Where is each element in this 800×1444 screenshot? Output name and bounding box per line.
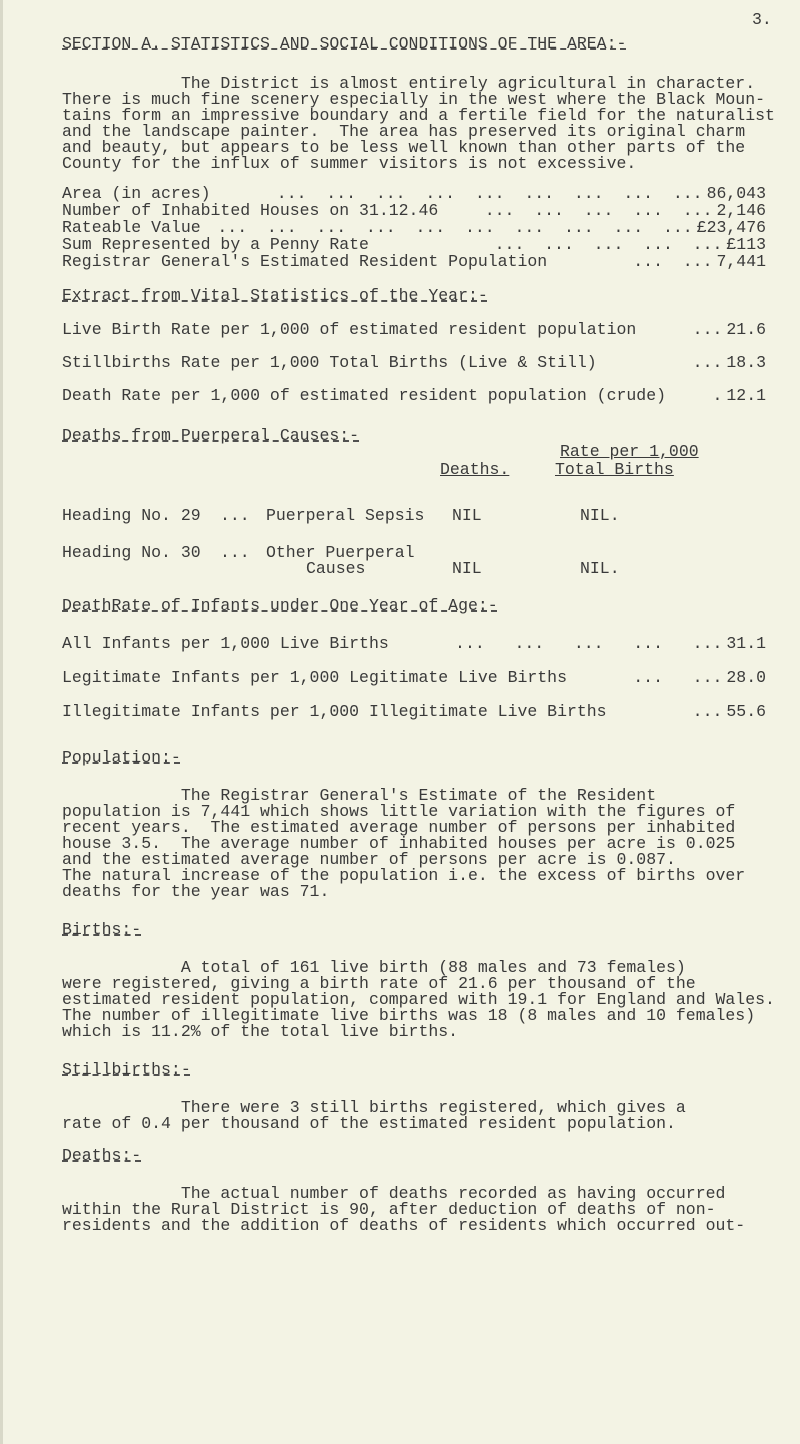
col-deaths: Deaths. bbox=[440, 460, 510, 479]
vital-heading: Extract from Vital Statistics of the Year:- bbox=[62, 286, 488, 305]
text-line: and beauty, but appears to be less well known than other parts of the bbox=[62, 138, 746, 157]
stat-label: Area (in acres) bbox=[62, 184, 211, 203]
stat-row bbox=[62, 322, 766, 338]
text-line: deaths for the year was 71. bbox=[62, 882, 330, 901]
deaths-value: NIL bbox=[452, 506, 482, 525]
stat-leader: ... ... ... ... ... bbox=[455, 634, 723, 653]
text-line: were registered, giving a birth rate of 21.6 per thousand of the bbox=[62, 974, 696, 993]
stat-leader: ... ... ... ... ... bbox=[494, 235, 723, 254]
stat-row bbox=[62, 388, 766, 404]
text-line: The number of illegitimate live births was 18 (8 males and 10 females) bbox=[62, 1006, 756, 1025]
heading-30: Heading No. 30 bbox=[62, 543, 201, 562]
stat-leader: ... ... bbox=[633, 252, 713, 271]
stat-value: 86,043 bbox=[706, 184, 766, 203]
cause-cont: Causes bbox=[306, 559, 366, 578]
stat-label: Rateable Value bbox=[62, 218, 201, 237]
text-line: residents and the addition of deaths of residents which occurred out- bbox=[62, 1216, 746, 1235]
stat-leader: ... bbox=[692, 320, 723, 339]
stat-leader: ... ... bbox=[633, 668, 723, 687]
stillbirths-paragraph bbox=[62, 1100, 742, 1132]
stat-row bbox=[62, 203, 766, 219]
stat-label: Legitimate Infants per 1,000 Legitimate Live Births bbox=[62, 668, 567, 687]
page-number: 3. bbox=[752, 10, 772, 29]
stat-label: Death Rate per 1,000 of estimated resident population (crude) bbox=[62, 386, 666, 405]
text-line: within the Rural District is 90, after deduction of deaths of non- bbox=[62, 1200, 716, 1219]
population-paragraph bbox=[62, 786, 746, 901]
stat-label: Stillbirths Rate per 1,000 Total Births (Live & Still) bbox=[62, 353, 597, 372]
stat-value: 12.1 bbox=[726, 386, 766, 405]
stat-value: 21.6 bbox=[726, 320, 766, 339]
page-edge bbox=[0, 0, 3, 1444]
stat-value: 2,146 bbox=[716, 201, 766, 220]
stat-leader: ... ... ... ... ... bbox=[484, 201, 713, 220]
stat-label: Illegitimate Infants per 1,000 Illegitimate Live Births bbox=[62, 702, 607, 721]
stat-row bbox=[62, 254, 766, 270]
rate-header: Rate per 1,000 bbox=[560, 442, 699, 461]
births-heading: Births:- bbox=[62, 920, 142, 939]
text-line: County for the influx of summer visitors is not excessive. bbox=[62, 154, 637, 173]
text-line: A total of 161 live birth (88 males and 73 females) bbox=[62, 958, 686, 977]
stat-value: £113 bbox=[726, 235, 766, 254]
stat-row bbox=[62, 636, 766, 652]
text-line: The District is almost entirely agricultural in character. bbox=[62, 74, 756, 93]
stat-leader: ... ... ... ... ... ... ... ... ... bbox=[276, 184, 703, 203]
dots: ... bbox=[220, 543, 250, 562]
stat-label: Number of Inhabited Houses on 31.12.46 bbox=[62, 201, 439, 220]
text-line: house 3.5. The average number of inhabited houses per acre is 0.025 bbox=[62, 834, 736, 853]
stat-leader: ... bbox=[692, 702, 723, 721]
intro-paragraph bbox=[62, 74, 775, 173]
stat-value: 55.6 bbox=[726, 702, 766, 721]
puerperal-heading: Deaths from Puerperal Causes:- bbox=[62, 426, 360, 445]
stat-value: 31.1 bbox=[726, 634, 766, 653]
rate-value: NIL. bbox=[580, 506, 620, 525]
stat-leader: . bbox=[712, 386, 723, 405]
stat-row bbox=[62, 237, 766, 253]
text-line: recent years. The estimated average number of persons per inhabited bbox=[62, 818, 736, 837]
deaths-heading: Deaths:- bbox=[62, 1146, 142, 1165]
stat-value: 18.3 bbox=[726, 353, 766, 372]
stat-value: 7,441 bbox=[716, 252, 766, 271]
cause: Puerperal Sepsis bbox=[266, 506, 425, 525]
stat-value: 28.0 bbox=[726, 668, 766, 687]
stat-row bbox=[62, 355, 766, 371]
dots: ... bbox=[220, 506, 250, 525]
text-line: estimated resident population, compared with 19.1 for England and Wales. bbox=[62, 990, 775, 1009]
text-line: rate of 0.4 per thousand of the estimated resident population. bbox=[62, 1114, 676, 1133]
stat-leader: ... ... ... ... ... ... ... ... ... ... bbox=[217, 218, 693, 237]
text-line: There is much fine scenery especially in the west where the Black Moun- bbox=[62, 90, 766, 109]
stat-row bbox=[62, 704, 766, 720]
section-title: SECTION A. STATISTICS AND SOCIAL CONDITIONS OF THE AREA:- bbox=[62, 34, 627, 53]
text-line: and the landscape painter. The area has preserved its original charm bbox=[62, 122, 746, 141]
stat-value: £23,476 bbox=[696, 218, 766, 237]
rate-value: NIL. bbox=[580, 559, 620, 578]
stat-leader: ... bbox=[692, 353, 723, 372]
text-line: The natural increase of the population i.e. the excess of births over bbox=[62, 866, 746, 885]
deaths-paragraph bbox=[62, 1184, 746, 1235]
col-total-births: Total Births bbox=[555, 460, 674, 479]
text-line: population is 7,441 which shows little variation with the figures of bbox=[62, 802, 736, 821]
deaths-value: NIL bbox=[452, 559, 482, 578]
infant-heading: DeathRate of Infants under One Year of Age:- bbox=[62, 596, 498, 615]
cause: Other Puerperal bbox=[266, 543, 415, 562]
text-line: which is 11.2% of the total live births. bbox=[62, 1022, 459, 1041]
population-heading: Population:- bbox=[62, 748, 181, 767]
text-line: tains form an impressive boundary and a fertile field for the naturalist bbox=[62, 106, 775, 125]
stat-row bbox=[62, 186, 766, 202]
stat-label: Registrar General's Estimated Resident Population bbox=[62, 252, 548, 271]
births-paragraph bbox=[62, 958, 775, 1041]
text-line: There were 3 still births registered, which gives a bbox=[62, 1098, 686, 1117]
stat-row bbox=[62, 220, 766, 236]
stillbirths-heading: Stillbirths:- bbox=[62, 1060, 191, 1079]
stat-label: All Infants per 1,000 Live Births bbox=[62, 634, 389, 653]
heading-29: Heading No. 29 bbox=[62, 506, 201, 525]
stat-label: Live Birth Rate per 1,000 of estimated resident population bbox=[62, 320, 637, 339]
stat-label: Sum Represented by a Penny Rate bbox=[62, 235, 369, 254]
text-line: The actual number of deaths recorded as having occurred bbox=[62, 1184, 726, 1203]
stat-row bbox=[62, 670, 766, 686]
text-line: The Registrar General's Estimate of the Resident bbox=[62, 786, 657, 805]
text-line: and the estimated average number of persons per acre is 0.087. bbox=[62, 850, 676, 869]
